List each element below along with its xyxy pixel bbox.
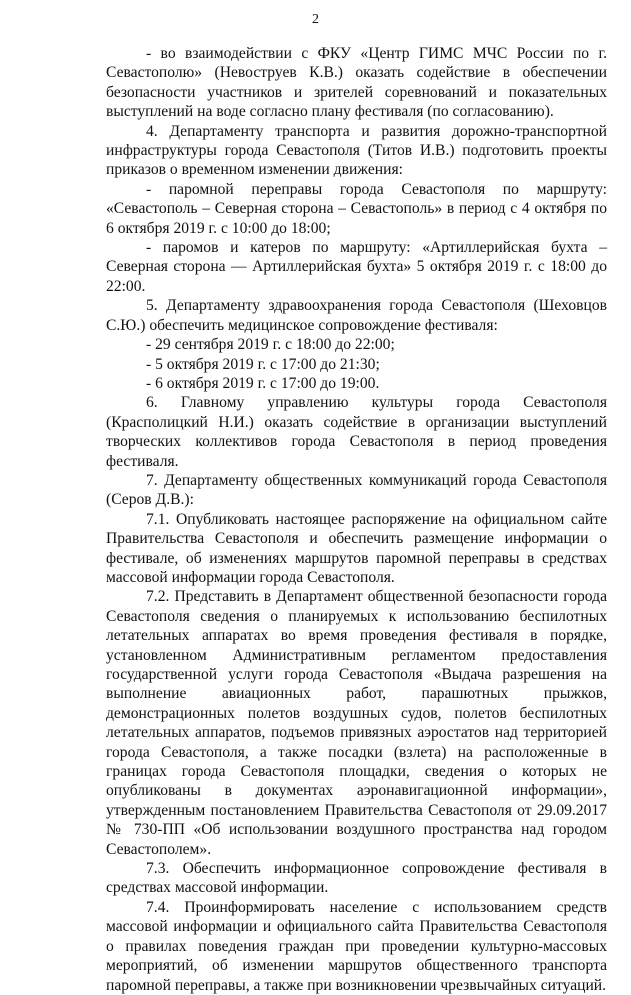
paragraph-7-4-inform: 7.4. Проинформировать население с использованием средств массовой информации и официального сайта Правительства Севастополя о правилах поведения граждан при проведении культурно-массовых мероприятий, об изменении маршрутов общественного транспорта паромной переправы, а также при возникновении чрезвычайных ситуаций. — [106, 898, 607, 994]
paragraph-7-2-drones: 7.2. Представить в Департамент общественной безопасности города Севастополя сведения о планируемых к использованию беспилотных летательных аппаратах во время проведения фестиваля в порядке, установленном Административным регламентом предоставления государственной услуги города Севастополя «Выдача разрешения на выполнение авиационных работ, парашютных прыжков, демонстрационных полетов воздушных судов, полетов беспилотных летательных аппаратов, подъемов привязных аэростатов над территорией города Севастополя, а также посадки (взлета) на расположенные в границах города Севастополя площадки, сведения о которых не опубликованы в документах аэронавигационной информации», утвержденным постановлением Правительства Севастополя от 29.09.2017 № 730-ПП «Об использовании воздушного пространства над городом Севастополем». — [106, 588, 607, 858]
paragraph-6-culture: 6. Главному управлению культуры города Севастополя (Красполицкий Н.И.) оказать содействие в организации выступлений творческих коллективов города Севастополя в период проведения фестиваля. — [106, 394, 607, 470]
paragraph-date-oct-6: - 6 октября 2019 г. с 17:00 до 19:00. — [146, 374, 380, 392]
paragraph-5-health: 5. Департаменту здравоохранения города Севастополя (Шеховцов С.Ю.) обеспечить медицинское сопровождение фестиваля: — [106, 297, 607, 334]
paragraph-7-3-media: 7.3. Обеспечить информационное сопровождение фестиваля в средствах массовой информации. — [106, 860, 607, 897]
paragraph-gims: - во взаимодействии с ФКУ «Центр ГИМС МЧС России по г. Севастополю» (Невоструев К.В.) оказать содействие в обеспечении безопасности участников и зрителей соревнований и показательных выступлений на воде согласно плану фестиваля (по согласованию). — [106, 45, 607, 121]
paragraph-4-transport: 4. Департаменту транспорта и развития дорожно-транспортной инфраструктуры города Севастополя (Титов И.В.) подготовить проекты приказов о временном изменении движения: — [106, 122, 607, 179]
paragraph-7-1-publish: 7.1. Опубликовать настоящее распоряжение на официальном сайте Правительства Севастополя и обеспечить размещение информации о фестивале, об изменениях маршрутов паромной переправы в средствах массовой информации города Севастополя. — [106, 510, 607, 586]
paragraph-ferry-route: - паромной переправы города Севастополя по маршруту: «Севастополь – Северная сторона – Севастополь» в период с 4 октября по 6 октября 2019 г. с 10:00 до 18:00; — [106, 180, 607, 237]
paragraph-date-oct-5: - 5 октября 2019 г. с 17:00 до 21:30; — [146, 355, 380, 373]
paragraph-boats-route: - паромов и катеров по маршруту: «Артиллерийская бухта – Северная сторона — Артиллерийская бухта» 5 октября 2019 г. с 18:00 до 22:00. — [106, 239, 607, 295]
document-body — [106, 44, 607, 995]
paragraph-7-communications: 7. Департаменту общественных коммуникаций города Севастополя (Серов Д.В.): — [106, 471, 607, 509]
paragraph-date-sep-29: - 29 сентября 2019 г. с 18:00 до 22:00; — [146, 336, 395, 354]
page-number: 2 — [312, 12, 319, 27]
